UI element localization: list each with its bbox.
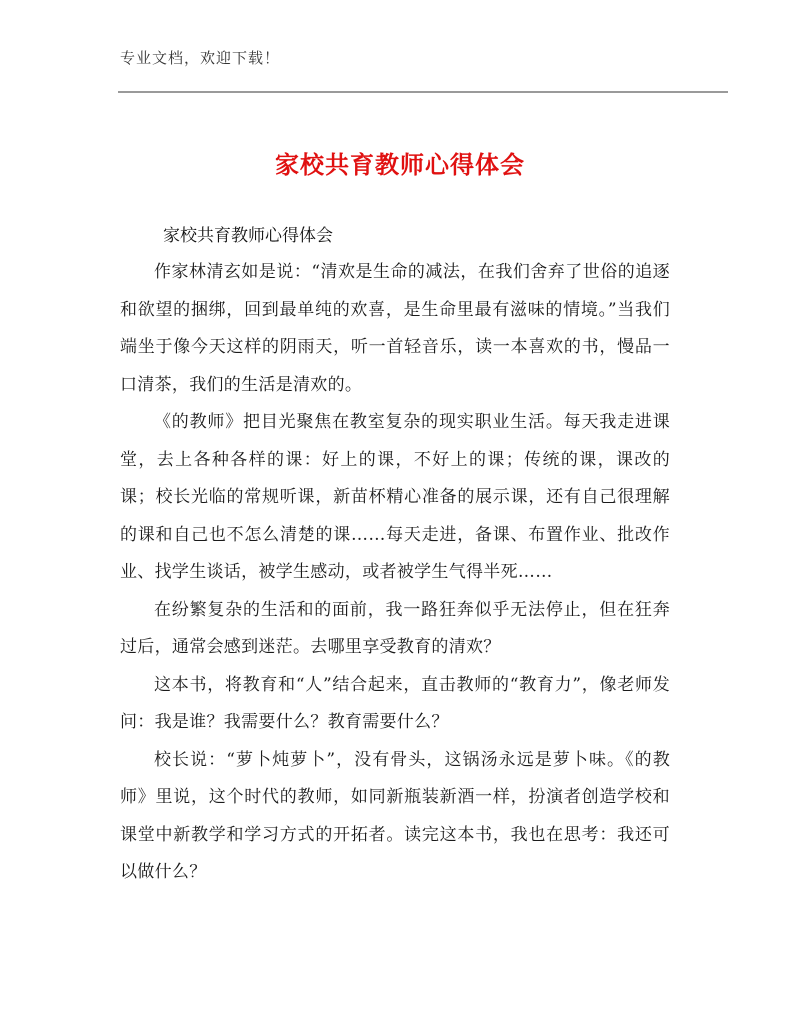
document-body (120, 254, 670, 892)
document-subtitle: 家校共育教师心得体会 (163, 226, 333, 246)
page-header-text: 专业文档，欢迎下载！ (120, 49, 281, 67)
paragraph: 作家林清玄如是说：“清欢是生命的减法，在我们舍弃了世俗的追逐和欲望的捆绑，回到最单纯的欢喜，是生命里最有滋味的情境。”当我们端坐于像今天这样的阴雨天，听一首轻音乐，读一本喜欢的书，慢品一口清茶，我们的生活是清欢的。 (120, 262, 670, 395)
paragraph: 这本书，将教育和“人”结合起来，直击教师的“教育力”，像老师发问：我是谁？我需要什么？教育需要什么？ (120, 674, 670, 732)
paragraph: 在纷繁复杂的生活和的面前，我一路狂奔似乎无法停止，但在狂奔过后，通常会感到迷茫。去哪里享受教育的清欢？ (120, 599, 670, 657)
paragraph: 校长说：“萝卜炖萝卜”，没有骨头，这锅汤永远是萝卜味。《的教师》里说，这个时代的教师，如同新瓶装新酒一样，扮演者创造学校和课堂中新教学和学习方式的开拓者。读完这本书，我也在思考：我还可以做什么？ (120, 749, 670, 882)
document-title: 家校共育教师心得体会 (275, 151, 525, 179)
header-divider (118, 91, 728, 93)
paragraph: 《的教师》把目光聚焦在教室复杂的现实职业生活。每天我走进课堂，去上各种各样的课：好上的课，不好上的课；传统的课，课改的课；校长光临的常规听课，新苗杯精心准备的展示课，还有自己很理解的课和自己也不怎么清楚的课……每天走进，备课、布置作业、批改作业、找学生谈话，被学生感动，或者被学生气得半死…… (120, 412, 670, 582)
